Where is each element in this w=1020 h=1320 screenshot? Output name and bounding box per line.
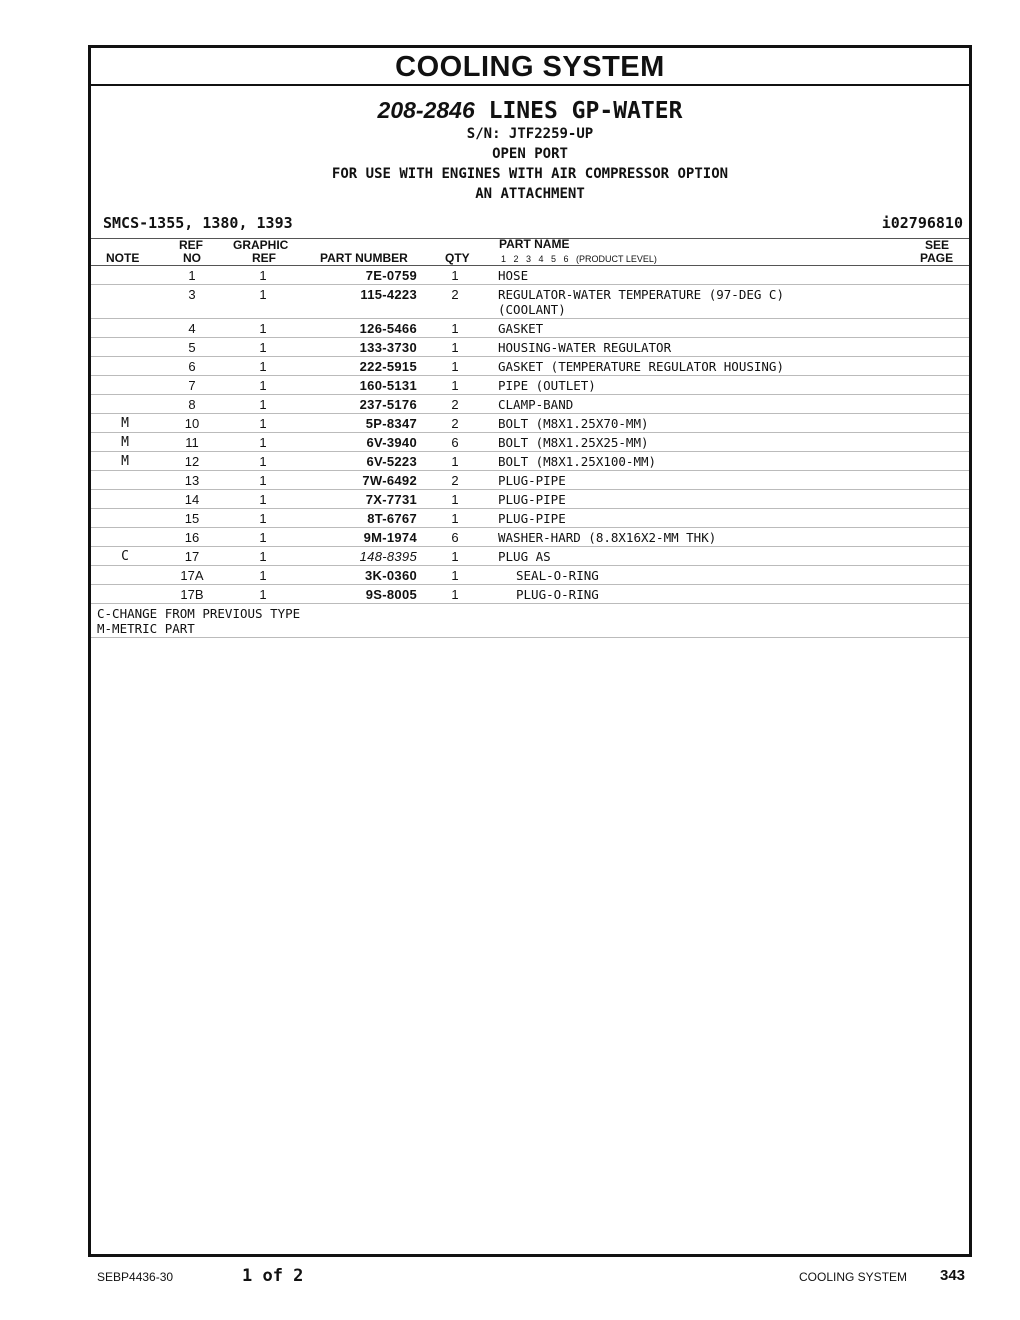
graphic-ref-cell: 1 <box>225 414 301 433</box>
col-part-number: PART NUMBER <box>320 251 408 265</box>
col-product-level: 1 2 3 4 5 6 (PRODUCT LEVEL) <box>501 254 657 264</box>
note-cell <box>91 357 159 376</box>
table-row <box>91 357 969 376</box>
see-page-cell <box>909 528 969 547</box>
note-cell <box>91 338 159 357</box>
qty-cell: 1 <box>417 452 493 471</box>
ref-no-cell: 11 <box>159 433 225 452</box>
see-page-cell <box>909 376 969 395</box>
part-name-cell <box>493 566 909 585</box>
graphic-ref-cell: 1 <box>225 395 301 414</box>
illustration-id: i02796810 <box>881 214 963 232</box>
footer-section: COOLING SYSTEM <box>799 1270 908 1284</box>
part-name-cell <box>493 319 909 338</box>
graphic-ref-cell: 1 <box>225 266 301 285</box>
qty-cell: 1 <box>417 566 493 585</box>
part-number-cell: 7X-7731 <box>301 490 417 509</box>
part-name: PLUG-PIPE <box>498 473 566 488</box>
graphic-ref-cell: 1 <box>225 376 301 395</box>
qty-cell: 2 <box>417 471 493 490</box>
col-part-name: PART NAME <box>499 237 570 251</box>
part-name-cell <box>493 266 909 285</box>
col-graphic-bottom: REF <box>252 251 276 265</box>
part-number-cell: 115-4223 <box>301 285 417 319</box>
qty-cell: 1 <box>417 266 493 285</box>
graphic-ref-cell: 1 <box>225 490 301 509</box>
table-row <box>91 433 969 452</box>
ref-no-cell: 6 <box>159 357 225 376</box>
see-page-cell <box>909 547 969 566</box>
part-name-cell <box>493 452 909 471</box>
qty-cell: 1 <box>417 376 493 395</box>
note-cell: M <box>91 414 159 433</box>
qty-cell: 1 <box>417 357 493 376</box>
table-row <box>91 490 969 509</box>
group-note-2: FOR USE WITH ENGINES WITH AIR COMPRESSOR OPTION <box>331 166 729 182</box>
part-name: PLUG-O-RING <box>516 587 599 602</box>
note-cell <box>91 585 159 604</box>
part-name: GASKET <box>498 321 544 336</box>
see-page-cell <box>909 490 969 509</box>
section-title: COOLING SYSTEM <box>91 48 969 86</box>
note-cell <box>91 566 159 585</box>
ref-no-cell: 17 <box>159 547 225 566</box>
footer-page-of: 1 of 2 <box>242 1266 304 1286</box>
col-qty: QTY <box>445 251 470 265</box>
ref-no-cell: 14 <box>159 490 225 509</box>
page-footer <box>0 1266 1020 1290</box>
qty-cell: 1 <box>417 319 493 338</box>
qty-cell: 1 <box>417 585 493 604</box>
part-name-cell <box>493 357 909 376</box>
qty-cell: 6 <box>417 528 493 547</box>
part-name: PLUG AS <box>498 549 551 564</box>
graphic-ref-cell: 1 <box>225 285 301 319</box>
note-cell: C <box>91 547 159 566</box>
col-see-bottom: PAGE <box>920 251 954 265</box>
qty-cell: 6 <box>417 433 493 452</box>
graphic-ref-cell: 1 <box>225 452 301 471</box>
page-frame <box>88 45 972 1257</box>
part-name: PIPE (OUTLET) <box>498 378 596 393</box>
smcs-row <box>91 210 969 238</box>
table-row <box>91 566 969 585</box>
see-page-cell <box>909 509 969 528</box>
part-name-cell <box>493 471 909 490</box>
ref-no-cell: 12 <box>159 452 225 471</box>
see-page-cell <box>909 285 969 319</box>
part-number-cell: 126-5466 <box>301 319 417 338</box>
ref-no-cell: 15 <box>159 509 225 528</box>
note-cell <box>91 528 159 547</box>
part-name: BOLT (M8X1.25X100-MM) <box>498 454 657 469</box>
col-ref-bottom: NO <box>183 251 201 265</box>
smcs-codes: SMCS-1355, 1380, 1393 <box>103 214 293 232</box>
part-number-cell: 7E-0759 <box>301 266 417 285</box>
table-row <box>91 509 969 528</box>
part-name: GASKET (TEMPERATURE REGULATOR HOUSING) <box>498 359 784 374</box>
part-number-cell: 160-5131 <box>301 376 417 395</box>
ref-no-cell: 17A <box>159 566 225 585</box>
note-cell: M <box>91 452 159 471</box>
note-cell: M <box>91 433 159 452</box>
part-name-cell <box>493 395 909 414</box>
part-name-cell <box>493 338 909 357</box>
qty-cell: 2 <box>417 395 493 414</box>
part-number-cell: 148-8395 <box>301 547 417 566</box>
part-name-cell <box>493 528 909 547</box>
group-note-1: OPEN PORT <box>492 146 568 162</box>
part-name: CLAMP-BAND <box>498 397 574 412</box>
part-number-cell: 6V-3940 <box>301 433 417 452</box>
part-name: BOLT (M8X1.25X70-MM) <box>498 416 649 431</box>
part-number-cell: 7W-6492 <box>301 471 417 490</box>
note-cell <box>91 376 159 395</box>
part-name: BOLT (M8X1.25X25-MM) <box>498 435 649 450</box>
group-number: 208-2846 <box>377 97 475 123</box>
table-row <box>91 395 969 414</box>
part-name-cell <box>493 285 909 319</box>
part-number-cell: 237-5176 <box>301 395 417 414</box>
note-cell <box>91 319 159 338</box>
see-page-cell <box>909 414 969 433</box>
table-row <box>91 285 969 319</box>
parts-table <box>91 266 969 638</box>
see-page-cell <box>909 471 969 490</box>
ref-no-cell: 7 <box>159 376 225 395</box>
serial-number: S/N: JTF2259-UP <box>466 126 594 142</box>
qty-cell: 1 <box>417 490 493 509</box>
group-name: LINES GP-WATER <box>488 98 683 124</box>
ref-no-cell: 4 <box>159 319 225 338</box>
note-cell <box>91 266 159 285</box>
ref-no-cell: 5 <box>159 338 225 357</box>
footer-doc-id: SEBP4436-30 <box>97 1270 174 1284</box>
part-name: PLUG-PIPE <box>498 492 566 507</box>
part-name-cell <box>493 414 909 433</box>
qty-cell: 1 <box>417 509 493 528</box>
ref-no-cell: 16 <box>159 528 225 547</box>
group-heading <box>91 97 969 124</box>
see-page-cell <box>909 357 969 376</box>
part-number-cell: 9S-8005 <box>301 585 417 604</box>
col-graphic-top: GRAPHIC <box>233 238 289 252</box>
ref-no-cell: 10 <box>159 414 225 433</box>
col-see-top: SEE <box>925 238 950 252</box>
graphic-ref-cell: 1 <box>225 471 301 490</box>
part-number-cell: 8T-6767 <box>301 509 417 528</box>
part-name: HOSE <box>498 268 529 283</box>
note-metric: M-METRIC PART <box>97 621 195 636</box>
graphic-ref-cell: 1 <box>225 585 301 604</box>
part-number-cell: 222-5915 <box>301 357 417 376</box>
part-name-cell <box>493 585 909 604</box>
note-cell <box>91 395 159 414</box>
table-row <box>91 266 969 285</box>
part-name-cell <box>493 433 909 452</box>
part-name-cell <box>493 376 909 395</box>
table-row <box>91 338 969 357</box>
column-header <box>91 238 969 266</box>
col-note: NOTE <box>106 251 140 265</box>
footer-page-number: 343 <box>940 1267 966 1284</box>
part-name-cell <box>493 547 909 566</box>
part-number-cell: 5P-8347 <box>301 414 417 433</box>
group-note-3: AN ATTACHMENT <box>475 186 585 202</box>
part-number-cell: 6V-5223 <box>301 452 417 471</box>
see-page-cell <box>909 566 969 585</box>
note-cell <box>91 509 159 528</box>
table-row <box>91 376 969 395</box>
graphic-ref-cell: 1 <box>225 547 301 566</box>
table-row <box>91 528 969 547</box>
part-name: SEAL-O-RING <box>516 568 599 583</box>
ref-no-cell: 8 <box>159 395 225 414</box>
ref-no-cell: 3 <box>159 285 225 319</box>
graphic-ref-cell: 1 <box>225 357 301 376</box>
part-name: REGULATOR-WATER TEMPERATURE (97-DEG C) <box>498 287 784 302</box>
notes-row <box>91 604 969 638</box>
ref-no-cell: 1 <box>159 266 225 285</box>
graphic-ref-cell: 1 <box>225 566 301 585</box>
qty-cell: 2 <box>417 285 493 319</box>
graphic-ref-cell: 1 <box>225 528 301 547</box>
part-name: PLUG-PIPE <box>498 511 566 526</box>
note-cell <box>91 471 159 490</box>
table-row <box>91 414 969 433</box>
part-name: WASHER-HARD (8.8X16X2-MM THK) <box>498 530 717 545</box>
graphic-ref-cell: 1 <box>225 433 301 452</box>
part-name: HOUSING-WATER REGULATOR <box>498 340 672 355</box>
col-ref-top: REF <box>179 238 203 252</box>
see-page-cell <box>909 395 969 414</box>
part-name-cell <box>493 490 909 509</box>
table-row <box>91 471 969 490</box>
see-page-cell <box>909 433 969 452</box>
part-number-cell: 9M-1974 <box>301 528 417 547</box>
qty-cell: 1 <box>417 547 493 566</box>
ref-no-cell: 13 <box>159 471 225 490</box>
part-number-cell: 3K-0360 <box>301 566 417 585</box>
part-name-cell <box>493 509 909 528</box>
table-row <box>91 452 969 471</box>
table-row <box>91 585 969 604</box>
graphic-ref-cell: 1 <box>225 509 301 528</box>
note-cell <box>91 490 159 509</box>
see-page-cell <box>909 452 969 471</box>
qty-cell: 2 <box>417 414 493 433</box>
part-name-continued: (COOLANT) <box>498 302 566 317</box>
part-number-cell: 133-3730 <box>301 338 417 357</box>
table-row <box>91 319 969 338</box>
table-row <box>91 547 969 566</box>
see-page-cell <box>909 338 969 357</box>
see-page-cell <box>909 585 969 604</box>
see-page-cell <box>909 266 969 285</box>
ref-no-cell: 17B <box>159 585 225 604</box>
note-cell <box>91 285 159 319</box>
qty-cell: 1 <box>417 338 493 357</box>
notes-cell <box>91 604 969 638</box>
graphic-ref-cell: 1 <box>225 338 301 357</box>
graphic-ref-cell: 1 <box>225 319 301 338</box>
see-page-cell <box>909 319 969 338</box>
note-change: C-CHANGE FROM PREVIOUS TYPE <box>97 606 301 621</box>
